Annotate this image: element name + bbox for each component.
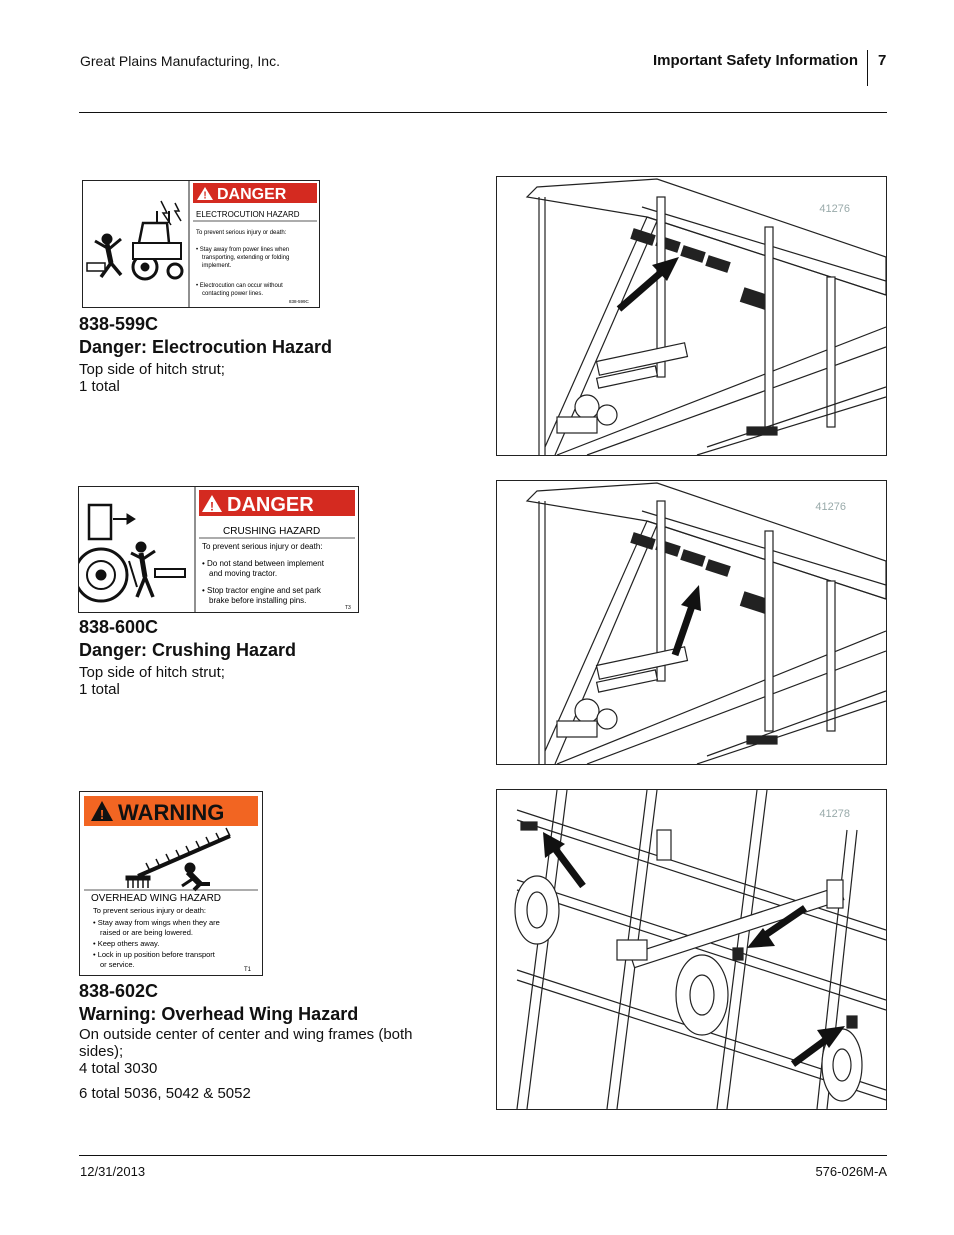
item-3-description: On outside center of center and wing frames (both sides); 4 total 3030 <box>79 1026 413 1077</box>
svg-text:raised or are being lowered.: raised or are being lowered. <box>100 928 193 937</box>
decal-signal-word: DANGER <box>217 186 287 203</box>
svg-text:implement.: implement. <box>202 263 232 269</box>
item-3-title: Warning: Overhead Wing Hazard <box>79 1004 359 1024</box>
decal-signal-word: WARNING <box>118 800 225 825</box>
photo-1-number: 41276 <box>819 203 850 215</box>
svg-text:transporting, extending or fol: transporting, extending or folding <box>202 255 290 261</box>
item-2-description: Top side of hitch strut; 1 total <box>79 664 225 698</box>
overhead-wing-pictogram-icon <box>126 828 230 890</box>
item-1-heading <box>79 313 332 359</box>
svg-text:CRUSHING HAZARD: CRUSHING HAZARD <box>223 526 321 537</box>
item-1-part-number: 838-599C <box>79 314 159 334</box>
footer-doc-id: 576-026M-A <box>815 1164 887 1179</box>
footer-date: 12/31/2013 <box>80 1164 146 1179</box>
svg-text:• Do not stand between impleme: • Do not stand between implement <box>202 559 324 568</box>
svg-text:T3: T3 <box>345 605 351 611</box>
item-1-title: Danger: Electrocution Hazard <box>79 337 333 357</box>
svg-text:ELECTROCUTION HAZARD: ELECTROCUTION HAZARD <box>196 210 300 219</box>
svg-text:!: ! <box>203 190 207 202</box>
svg-text:• Stop tractor engine and set: • Stop tractor engine and set park <box>202 586 321 595</box>
photo-wing-frames <box>496 789 887 1110</box>
svg-text:brake before installing pins.: brake before installing pins. <box>209 596 307 605</box>
svg-text:!: ! <box>210 499 214 514</box>
footer-rule <box>79 1155 887 1156</box>
page-number: 7 <box>878 52 887 69</box>
svg-text:and moving tractor.: and moving tractor. <box>209 569 278 578</box>
photo-hitch-strut-2 <box>496 480 887 765</box>
svg-text:• Stay away from power lines w: • Stay away from power lines when <box>196 247 290 253</box>
header-company: Great Plains Manufacturing, Inc. <box>80 53 280 69</box>
danger-decal-electrocution <box>82 180 320 308</box>
svg-text:To prevent serious injury or d: To prevent serious injury or death: <box>196 230 287 236</box>
svg-text:or service.: or service. <box>100 960 135 969</box>
svg-text:838-599C: 838-599C <box>289 299 309 304</box>
item-3-heading <box>79 980 358 1026</box>
photo-hitch-strut-1 <box>496 176 887 456</box>
photo-2-number: 41276 <box>815 501 846 513</box>
danger-decal-crushing <box>78 486 359 613</box>
svg-text:To prevent serious injury or d: To prevent serious injury or death: <box>202 542 323 551</box>
photo-3-number: 41278 <box>819 808 850 820</box>
svg-text:OVERHEAD WING HAZARD: OVERHEAD WING HAZARD <box>91 893 222 904</box>
svg-text:• Stay away from wings when th: • Stay away from wings when they are <box>93 918 220 927</box>
crushing-pictogram-icon <box>79 505 185 601</box>
header-separator <box>867 50 868 86</box>
svg-text:To prevent serious injury or d: To prevent serious injury or death: <box>93 906 206 915</box>
item-3-description-extra: 6 total 5036, 5042 & 5052 <box>79 1085 251 1102</box>
item-2-heading <box>79 616 296 662</box>
svg-text:• Lock in up position before t: • Lock in up position before transport <box>93 950 215 959</box>
item-2-part-number: 838-600C <box>79 617 159 637</box>
item-1-description: Top side of hitch strut; 1 total <box>79 361 225 395</box>
svg-text:• Electrocution can occur with: • Electrocution can occur without <box>196 283 283 289</box>
header-rule <box>79 112 887 113</box>
warning-decal-overhead-wing <box>79 791 263 976</box>
svg-text:!: ! <box>99 807 105 822</box>
svg-text:T1: T1 <box>244 967 252 973</box>
svg-text:• Keep others away.: • Keep others away. <box>93 939 160 948</box>
svg-text:contacting power lines.: contacting power lines. <box>202 291 264 297</box>
decal-signal-word: DANGER <box>227 494 314 516</box>
item-2-title: Danger: Crushing Hazard <box>79 640 297 660</box>
header-section-title: Important Safety Information <box>652 52 858 69</box>
item-3-part-number: 838-602C <box>79 981 159 1001</box>
